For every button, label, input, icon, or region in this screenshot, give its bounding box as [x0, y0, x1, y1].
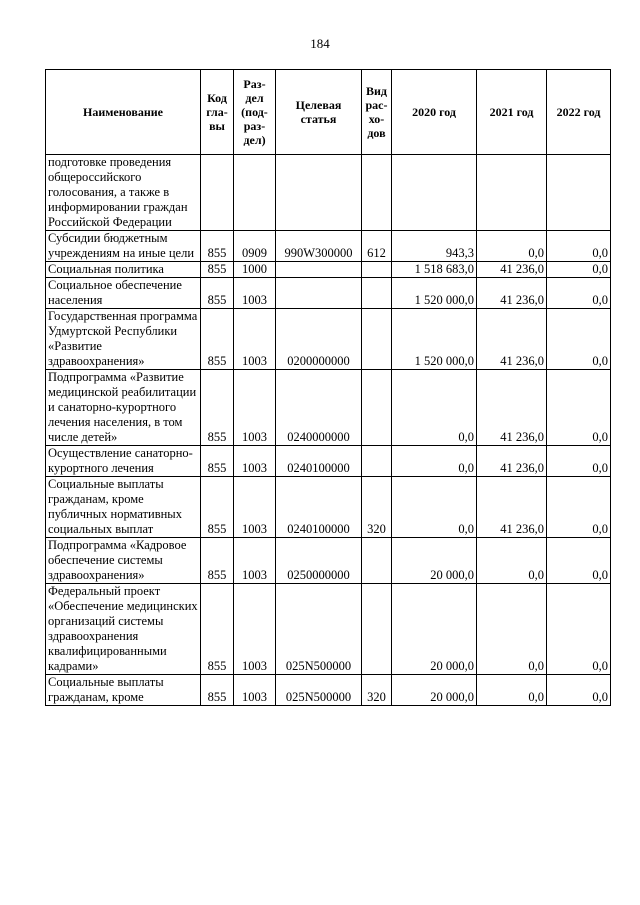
- row-2021: 41 236,0: [477, 309, 547, 370]
- row-target: [276, 278, 362, 309]
- row-2021: 0,0: [477, 538, 547, 584]
- row-2022: [547, 155, 611, 231]
- header-year-2022: 2022 год: [547, 70, 611, 155]
- row-expense: 320: [362, 675, 392, 706]
- row-2020: 0,0: [392, 370, 477, 446]
- row-2021: 41 236,0: [477, 278, 547, 309]
- row-section: 1003: [234, 675, 276, 706]
- row-2020: 1 520 000,0: [392, 309, 477, 370]
- row-2021: 41 236,0: [477, 370, 547, 446]
- row-expense: [362, 309, 392, 370]
- row-name: Социальная политика: [46, 262, 201, 278]
- row-2021: 0,0: [477, 675, 547, 706]
- row-2020: 20 000,0: [392, 538, 477, 584]
- row-2020: 0,0: [392, 446, 477, 477]
- row-target: 0200000000: [276, 309, 362, 370]
- row-expense: [362, 446, 392, 477]
- table-row: [46, 477, 611, 538]
- row-target: 025N500000: [276, 584, 362, 675]
- row-2020: 1 520 000,0: [392, 278, 477, 309]
- row-chapter: 855: [201, 538, 234, 584]
- row-chapter: 855: [201, 370, 234, 446]
- header-year-2021: 2021 год: [477, 70, 547, 155]
- table-row: [46, 446, 611, 477]
- row-chapter: 855: [201, 584, 234, 675]
- row-2020: 0,0: [392, 477, 477, 538]
- header-section: Раз- дел (под- раз- дел): [234, 70, 276, 155]
- row-2022: 0,0: [547, 262, 611, 278]
- table-row: [46, 675, 611, 706]
- header-name: Наименование: [46, 70, 201, 155]
- row-section: 1003: [234, 370, 276, 446]
- row-target: 025N500000: [276, 675, 362, 706]
- row-chapter: 855: [201, 262, 234, 278]
- row-chapter: [201, 155, 234, 231]
- header-target-article: Целевая статья: [276, 70, 362, 155]
- row-name: Осуществление санаторно-курортного лечения: [46, 446, 201, 477]
- row-name: Социальное обеспечение населения: [46, 278, 201, 309]
- row-2022: 0,0: [547, 231, 611, 262]
- row-target: 0240100000: [276, 446, 362, 477]
- row-chapter: 855: [201, 477, 234, 538]
- row-2020: 1 518 683,0: [392, 262, 477, 278]
- row-expense: [362, 262, 392, 278]
- row-expense: [362, 584, 392, 675]
- row-2020: [392, 155, 477, 231]
- row-target: [276, 155, 362, 231]
- row-section: 1003: [234, 584, 276, 675]
- row-2022: 0,0: [547, 675, 611, 706]
- row-expense: [362, 538, 392, 584]
- row-expense: [362, 155, 392, 231]
- table-header-row: [46, 70, 611, 155]
- row-expense: [362, 370, 392, 446]
- row-2021: 41 236,0: [477, 262, 547, 278]
- row-chapter: 855: [201, 309, 234, 370]
- row-section: 1003: [234, 477, 276, 538]
- row-expense: [362, 278, 392, 309]
- row-2021: 41 236,0: [477, 446, 547, 477]
- row-expense: 612: [362, 231, 392, 262]
- row-name: Государственная программа Удмуртской Республики «Развитие здравоохранения»: [46, 309, 201, 370]
- row-section: 0909: [234, 231, 276, 262]
- row-target: 0240000000: [276, 370, 362, 446]
- row-2020: 20 000,0: [392, 584, 477, 675]
- row-chapter: 855: [201, 446, 234, 477]
- row-2022: 0,0: [547, 538, 611, 584]
- row-section: 1000: [234, 262, 276, 278]
- row-section: 1003: [234, 309, 276, 370]
- row-target: 0240100000: [276, 477, 362, 538]
- row-2021: 0,0: [477, 231, 547, 262]
- row-section: 1003: [234, 446, 276, 477]
- table-row: [46, 155, 611, 231]
- row-name: Субсидии бюджетным учреждениям на иные цели: [46, 231, 201, 262]
- row-name: Социальные выплаты гражданам, кроме: [46, 675, 201, 706]
- header-year-2020: 2020 год: [392, 70, 477, 155]
- row-2022: 0,0: [547, 309, 611, 370]
- row-2022: 0,0: [547, 370, 611, 446]
- row-name: Федеральный проект «Обеспечение медицинских организаций системы здравоохранения квалифицированными кадрами»: [46, 584, 201, 675]
- row-name: Подпрограмма «Развитие медицинской реабилитации и санаторно-курортного лечения населения, в том числе детей»: [46, 370, 201, 446]
- row-2022: 0,0: [547, 477, 611, 538]
- row-target: [276, 262, 362, 278]
- table-row: [46, 231, 611, 262]
- row-2020: 20 000,0: [392, 675, 477, 706]
- row-2020: 943,3: [392, 231, 477, 262]
- row-name: Социальные выплаты гражданам, кроме публичных нормативных социальных выплат: [46, 477, 201, 538]
- table-row: [46, 370, 611, 446]
- row-chapter: 855: [201, 231, 234, 262]
- row-2022: 0,0: [547, 584, 611, 675]
- row-2022: 0,0: [547, 278, 611, 309]
- table-row: [46, 262, 611, 278]
- row-2021: 0,0: [477, 584, 547, 675]
- row-target: 990W300000: [276, 231, 362, 262]
- row-chapter: 855: [201, 278, 234, 309]
- table-row: [46, 309, 611, 370]
- row-section: [234, 155, 276, 231]
- row-chapter: 855: [201, 675, 234, 706]
- page-number: 184: [310, 36, 330, 51]
- row-2022: 0,0: [547, 446, 611, 477]
- header-chapter-code: Код гла- вы: [201, 70, 234, 155]
- row-section: 1003: [234, 538, 276, 584]
- table-row: [46, 278, 611, 309]
- row-section: 1003: [234, 278, 276, 309]
- row-2021: [477, 155, 547, 231]
- table-row: [46, 538, 611, 584]
- budget-table: [45, 69, 611, 706]
- row-expense: 320: [362, 477, 392, 538]
- row-name: Подпрограмма «Кадровое обеспечение системы здравоохранения»: [46, 538, 201, 584]
- header-expense-type: Вид рас- хо- дов: [362, 70, 392, 155]
- row-2021: 41 236,0: [477, 477, 547, 538]
- row-target: 0250000000: [276, 538, 362, 584]
- row-name: подготовке проведения общероссийского голосования, а также в информировании граждан Российской Федерации: [46, 155, 201, 231]
- table-row: [46, 584, 611, 675]
